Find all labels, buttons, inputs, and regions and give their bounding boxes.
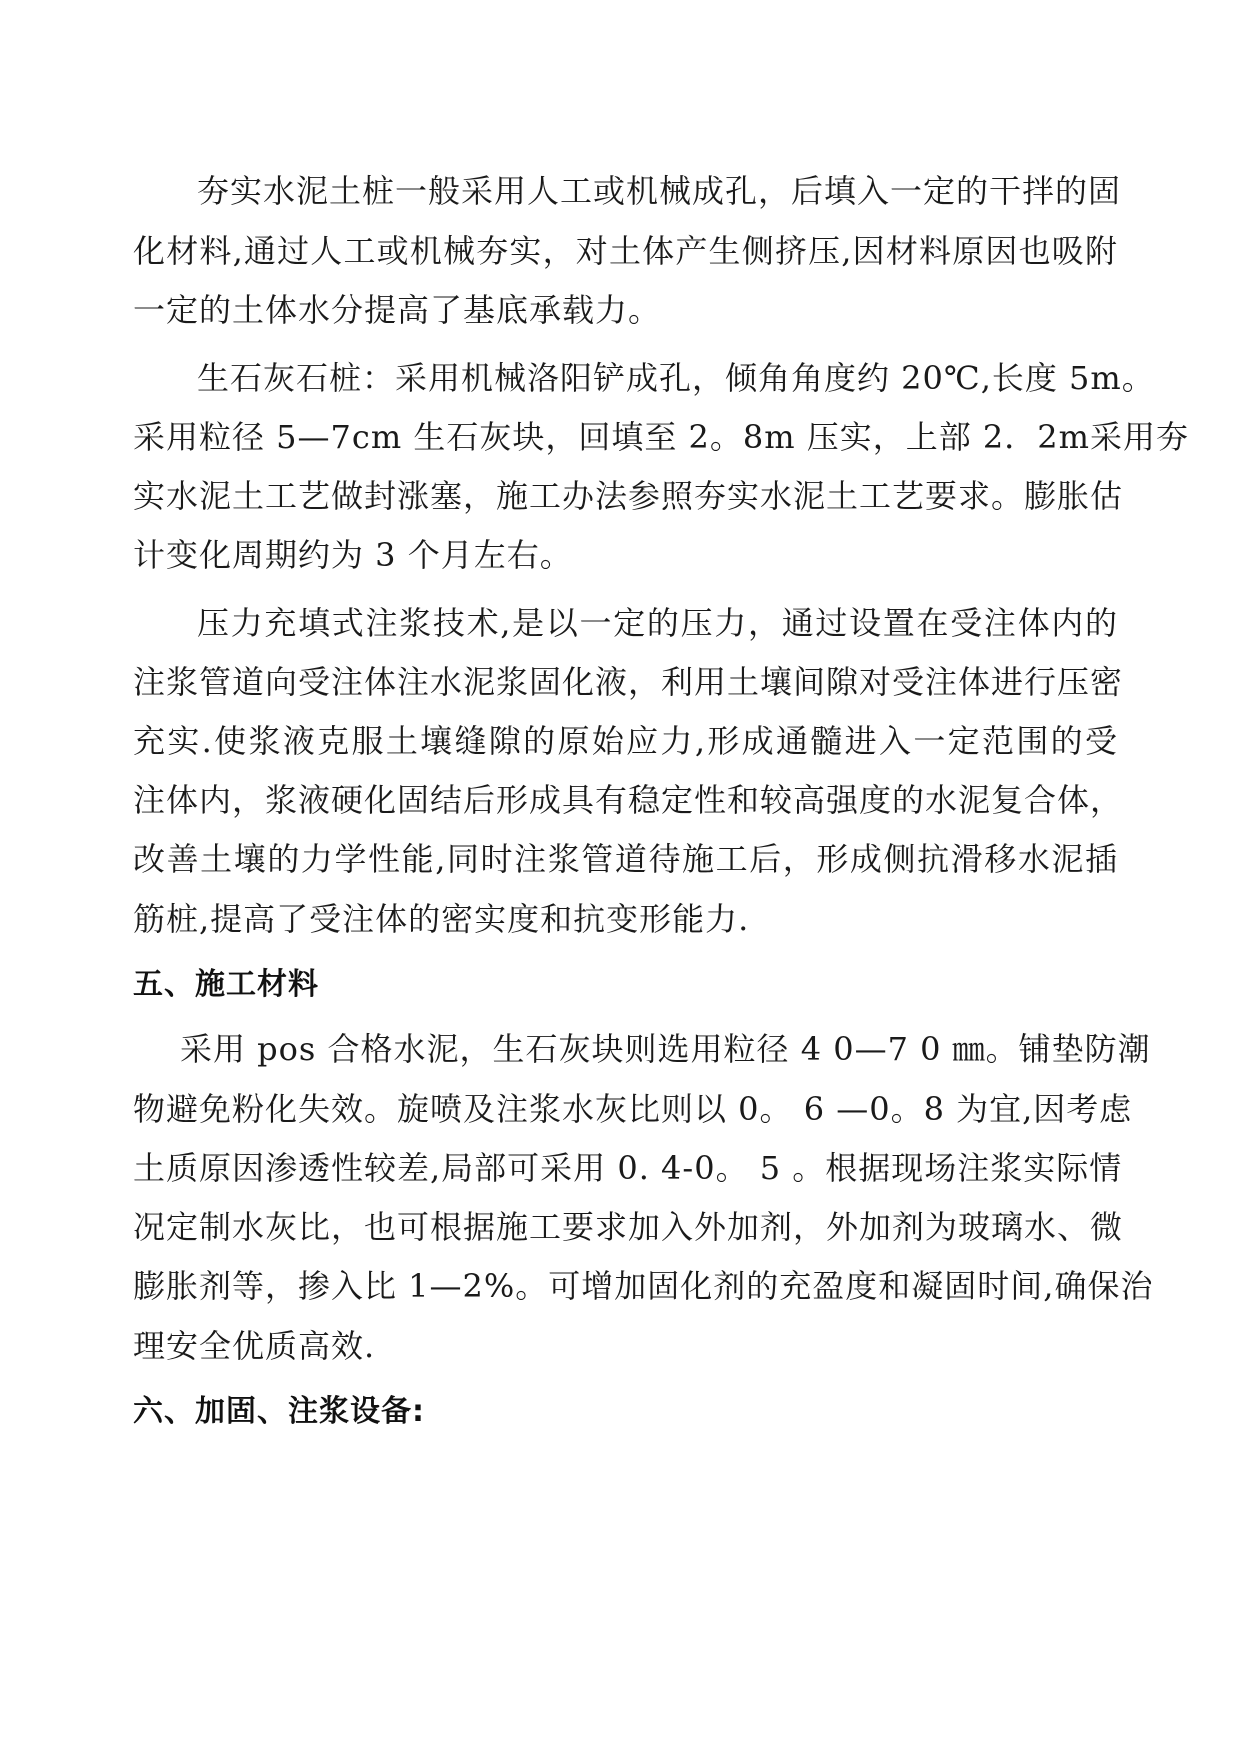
section-5-line-5: 膨胀剂等，掺入比 1—2%。可增加固化剂的充盈度和凝固时间,确保治 (133, 1267, 1154, 1305)
paragraph-3-line-3: 充实.使浆液克服土壤缝隙的原始应力,形成通髓进入一定范围的受 (133, 722, 1118, 760)
paragraph-1-line-1: 夯实水泥土桩一般采用人工或机械成孔，后填入一定的干拌的固 (197, 172, 1122, 210)
paragraph-3-line-4: 注体内，浆液硬化固结后形成具有稳定性和较高强度的水泥复合体， (133, 781, 1124, 819)
section-5-line-3: 土质原因渗透性较差,局部可采用 0. 4-0。 5 。根据现场注浆实际情 (133, 1149, 1123, 1187)
paragraph-2-line-2: 采用粒径 5—7cm 生石灰块，回填至 2。8m 压实，上部 2．2m采用夯 (133, 418, 1189, 456)
paragraph-3-line-2: 注浆管道向受注体注水泥浆固化液，利用土壤间隙对受注体进行压密 (133, 663, 1124, 701)
paragraph-3-line-1: 压力充填式注浆技术,是以一定的压力，通过设置在受注体内的 (197, 604, 1118, 642)
paragraph-2-line-4: 计变化周期约为 3 个月左右。 (133, 536, 573, 574)
paragraph-1-line-2: 化材料,通过人工或机械夯实，对土体产生侧挤压,因材料原因也吸附 (133, 232, 1118, 270)
paragraph-1-line-3: 一定的土体水分提高了基底承载力。 (133, 291, 662, 329)
section-6-heading: 六、加固、注浆设备: (133, 1394, 425, 1429)
section-5-line-1: 采用 pos 合格水泥，生石灰块则选用粒径 4 0—7 0 ㎜。铺垫防潮 (180, 1030, 1151, 1068)
paragraph-3-line-6: 筋桩,提高了受注体的密实度和抗变形能力. (133, 900, 750, 938)
section-5-heading: 五、施工材料 (133, 967, 319, 1002)
paragraph-2-line-3: 实水泥土工艺做封涨塞，施工办法参照夯实水泥土工艺要求。膨胀估 (133, 477, 1124, 515)
section-5-line-4: 况定制水灰比，也可根据施工要求加入外加剂，外加剂为玻璃水、微 (133, 1208, 1124, 1246)
section-5-line-2: 物避免粉化失效。旋喷及注浆水灰比则以 0。 6 —0。8 为宜,因考虑 (133, 1090, 1133, 1128)
paragraph-2-line-1: 生石灰石桩：采用机械洛阳铲成孔，倾角角度约 20℃,长度 5m。 (197, 359, 1155, 397)
section-5-line-6: 理安全优质高效. (133, 1327, 376, 1365)
paragraph-3-line-5: 改善土壤的力学性能,同时注浆管道待施工后，形成侧抗滑移水泥插 (133, 840, 1118, 878)
